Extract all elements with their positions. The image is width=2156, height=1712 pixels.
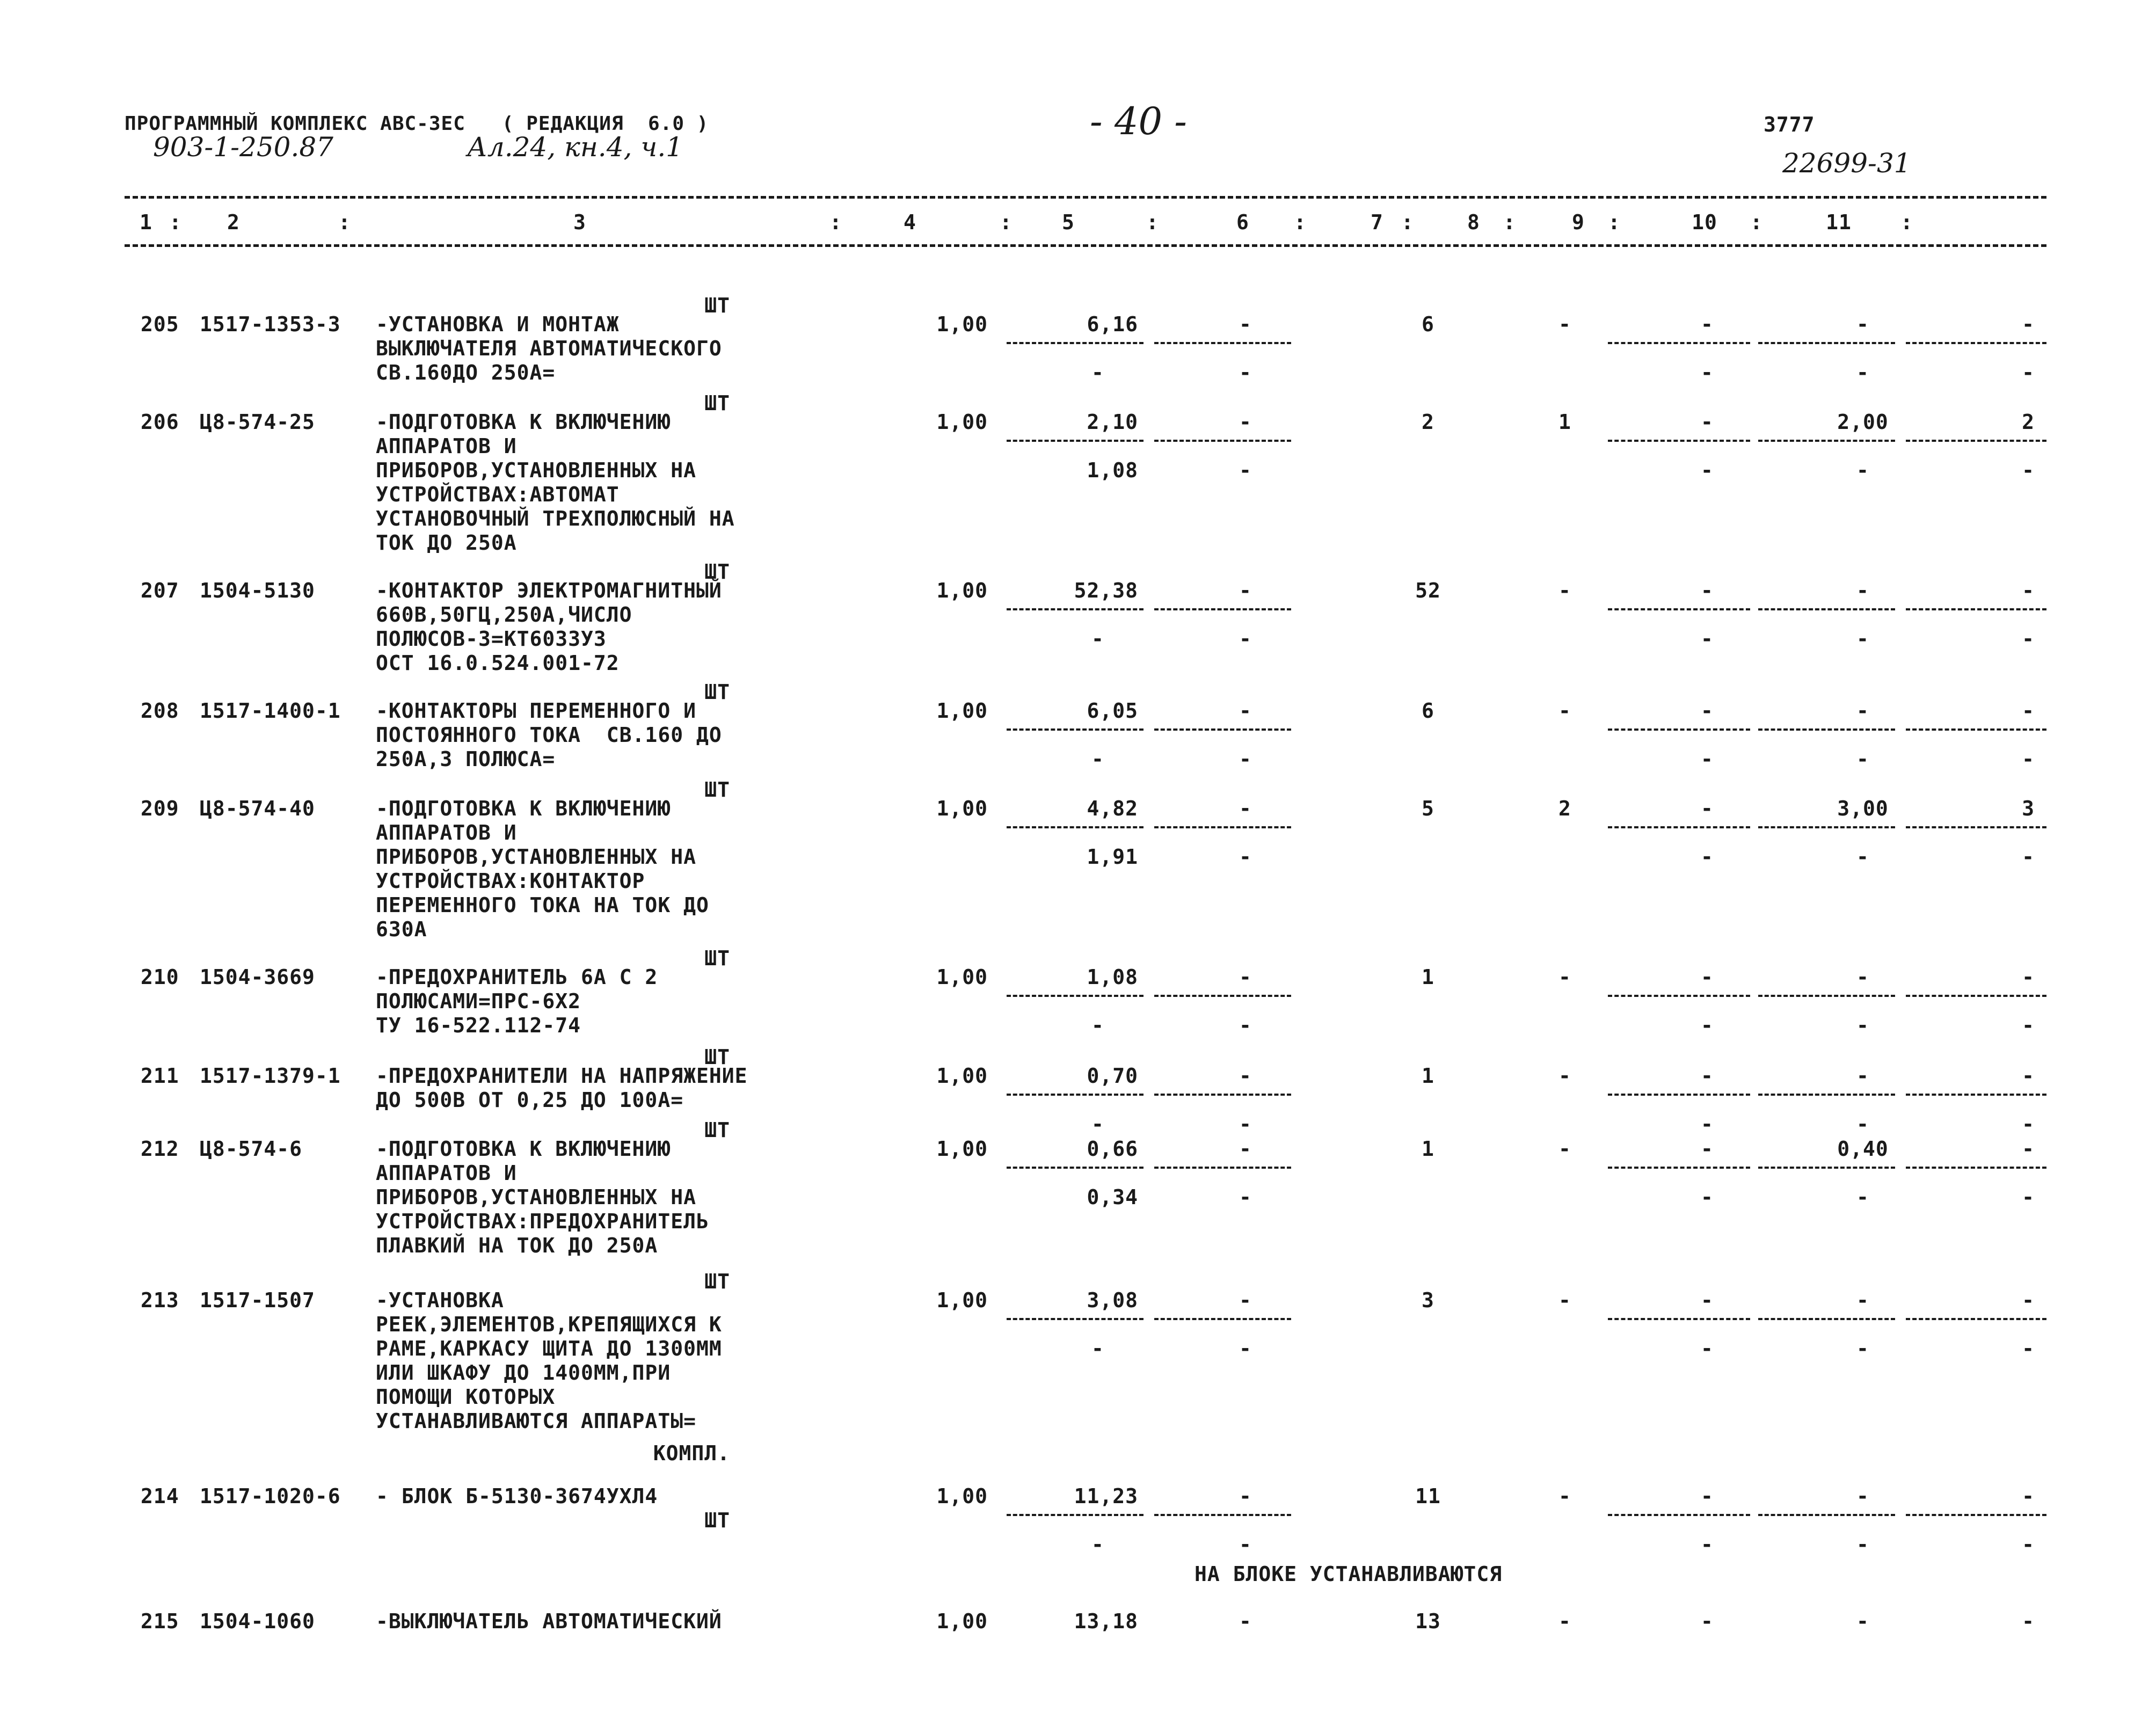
col8-value: 2 (1558, 797, 1571, 820)
item-description: ПЕРЕМЕННОГО ТОКА НА ТОК ДО (376, 893, 709, 917)
subtotal-rule (1154, 440, 1291, 442)
col11-sub-value: - (2022, 1337, 2035, 1360)
col9-value: - (1701, 579, 1714, 602)
subtotal-rule (1608, 1514, 1750, 1516)
col9-sub-value: - (1701, 1337, 1714, 1360)
col11-sub-value: - (2022, 1112, 2035, 1136)
col4-quantity: 1,00 (936, 1288, 988, 1312)
col8-value: - (1558, 699, 1571, 723)
col11-sub-value: - (2022, 458, 2035, 482)
subtotal-rule (1758, 342, 1895, 344)
col11-sub-value: - (2022, 627, 2035, 651)
item-code: 1504-3669 (200, 965, 315, 989)
subtotal-rule (1007, 995, 1143, 997)
subtotal-rule (1608, 342, 1750, 344)
col6-value: - (1239, 699, 1252, 723)
subtotal-rule (1154, 1318, 1291, 1320)
col9-value: - (1701, 797, 1714, 820)
unit-label: ШТ (704, 391, 730, 415)
col9-value: - (1701, 699, 1714, 723)
col10-sub-value: - (1856, 747, 1869, 771)
col10-sub-value: - (1856, 458, 1869, 482)
col7-value: 1 (1422, 965, 1434, 989)
col5-value: 2,10 (1087, 410, 1138, 434)
col6-value: - (1239, 312, 1252, 336)
col4-quantity: 1,00 (936, 797, 988, 820)
column-separator: : (1294, 210, 1307, 234)
item-description: УСТАНОВОЧНЫЙ ТРЕХПОЛЮСНЫЙ НА (376, 507, 735, 530)
subtotal-rule (1906, 342, 2046, 344)
row-number: 209 (141, 797, 179, 820)
col5-value: 6,05 (1087, 699, 1138, 723)
item-code: 1517-1400-1 (200, 699, 341, 723)
col5-sub-value: - (1091, 747, 1104, 771)
item-description: ПОМОЩИ КОТОРЫХ (376, 1385, 556, 1409)
column-separator: : (1401, 210, 1414, 234)
item-code: 1504-5130 (200, 579, 315, 602)
col7-value: 2 (1422, 410, 1434, 434)
subtotal-rule (1154, 995, 1291, 997)
unit-label: ШТ (704, 1509, 730, 1532)
col5-sub-value: 1,91 (1087, 845, 1138, 869)
col11-sub-value: - (2022, 361, 2035, 384)
col11-value: 3 (2022, 797, 2035, 820)
column-separator: : (1900, 210, 1913, 234)
col4-quantity: 1,00 (936, 1064, 988, 1088)
column-separator: : (338, 210, 351, 234)
col11-value: - (2022, 1137, 2035, 1161)
column-header-7: 7 (1371, 210, 1383, 234)
item-description: ПОСТОЯННОГО ТОКА СВ.160 ДО (376, 723, 722, 747)
col9-value: - (1701, 1484, 1714, 1508)
subtotal-rule (1154, 1167, 1291, 1169)
item-description: УСТАНАВЛИВАЮТСЯ АППАРАТЫ= (376, 1409, 696, 1433)
item-description: 630А (376, 917, 427, 941)
col11-sub-value: - (2022, 845, 2035, 869)
col8-value: - (1558, 1609, 1571, 1633)
col10-value: - (1856, 965, 1869, 989)
column-separator: : (1608, 210, 1621, 234)
col10-value: 0,40 (1837, 1137, 1889, 1161)
item-description: ТОК ДО 250А (376, 531, 517, 555)
col9-sub-value: - (1701, 1112, 1714, 1136)
item-description: УСТРОЙСТВАХ:КОНТАКТОР (376, 869, 645, 893)
unit-label: ШТ (704, 946, 730, 970)
col6-value: - (1239, 1137, 1252, 1161)
unit-label: ШТ (704, 778, 730, 802)
col10-sub-value: - (1856, 1185, 1869, 1209)
item-description: АППАРАТОВ И (376, 821, 517, 844)
col5-sub-value: - (1091, 627, 1104, 651)
column-separator: : (829, 210, 842, 234)
col6-sub-value: - (1239, 1014, 1252, 1037)
col5-value: 52,38 (1074, 579, 1138, 602)
item-description: ОСТ 16.0.524.001-72 (376, 651, 620, 675)
col6-sub-value: - (1239, 747, 1252, 771)
subtotal-rule (1758, 1094, 1895, 1096)
item-description: -КОНТАКТОР ЭЛЕКТРОМАГНИТНЫЙ (376, 579, 722, 602)
col5-sub-value: - (1091, 1337, 1104, 1360)
unit-label: ШТ (704, 1270, 730, 1293)
item-code: 1517-1353-3 (200, 312, 341, 336)
handwritten-volume-ref: Ал.24, кн.4, ч.1 (467, 132, 683, 163)
subtotal-rule (1154, 342, 1291, 344)
item-description: ПОЛЮСОВ-3=КТ6033У3 (376, 627, 607, 651)
col11-value: - (2022, 579, 2035, 602)
item-code: 1517-1379-1 (200, 1064, 341, 1088)
col9-sub-value: - (1701, 1185, 1714, 1209)
subtotal-rule (1608, 1167, 1750, 1169)
col8-value: - (1558, 1484, 1571, 1508)
subtotal-rule (1154, 1094, 1291, 1096)
col9-sub-value: - (1701, 747, 1714, 771)
col6-sub-value: - (1239, 1533, 1252, 1556)
subtotal-rule (1007, 1514, 1143, 1516)
col6-value: - (1239, 797, 1252, 820)
col5-value: 4,82 (1087, 797, 1138, 820)
col10-sub-value: - (1856, 845, 1869, 869)
unit-label: ШТ (704, 294, 730, 317)
page-number: - 40 - (1090, 99, 1187, 143)
subtotal-rule (1007, 826, 1143, 828)
col6-sub-value: - (1239, 458, 1252, 482)
subtotal-rule (1906, 995, 2046, 997)
item-description: СВ.160ДО 250А= (376, 361, 556, 384)
subtotal-rule (1758, 826, 1895, 828)
col11-sub-value: - (2022, 1185, 2035, 1209)
col6-value: - (1239, 965, 1252, 989)
item-description: ПРИБОРОВ,УСТАНОВЛЕННЫХ НА (376, 458, 696, 482)
col9-sub-value: - (1701, 458, 1714, 482)
row-number: 213 (141, 1288, 179, 1312)
item-description: ПРИБОРОВ,УСТАНОВЛЕННЫХ НА (376, 845, 696, 869)
col5-value: 1,08 (1087, 965, 1138, 989)
col10-value: - (1856, 1609, 1869, 1633)
item-description: -УСТАНОВКА (376, 1288, 504, 1312)
col8-value: - (1558, 965, 1571, 989)
column-separator: : (1503, 210, 1516, 234)
col5-value: 3,08 (1087, 1288, 1138, 1312)
col8-value: - (1558, 1288, 1571, 1312)
col9-value: - (1701, 410, 1714, 434)
item-description: -ПОДГОТОВКА К ВКЛЮЧЕНИЮ (376, 797, 671, 820)
col9-value: - (1701, 312, 1714, 336)
col5-sub-value: 1,08 (1087, 458, 1138, 482)
col5-value: 6,16 (1087, 312, 1138, 336)
subtotal-rule (1154, 1514, 1291, 1516)
subtotal-rule (1758, 440, 1895, 442)
subtotal-rule (1758, 1514, 1895, 1516)
subtotal-rule (1154, 826, 1291, 828)
col10-sub-value: - (1856, 1014, 1869, 1037)
column-header-6: 6 (1236, 210, 1249, 234)
handwritten-sheet-code: 22699-31 (1782, 148, 1911, 179)
item-description: АППАРАТОВ И (376, 1161, 517, 1185)
subtotal-rule (1758, 1318, 1895, 1320)
subtotal-rule (1608, 826, 1750, 828)
col9-value: - (1701, 1288, 1714, 1312)
header-rule-bottom (125, 244, 2046, 247)
item-description: 250А,3 ПОЛЮСА= (376, 747, 556, 771)
col9-sub-value: - (1701, 627, 1714, 651)
subtotal-rule (1608, 728, 1750, 731)
subtotal-rule (1007, 728, 1143, 731)
column-header-10: 10 (1692, 210, 1717, 234)
col11-value: - (2022, 1484, 2035, 1508)
item-description: ПРИБОРОВ,УСТАНОВЛЕННЫХ НА (376, 1185, 696, 1209)
col7-value: 13 (1415, 1609, 1441, 1633)
col11-sub-value: - (2022, 1014, 2035, 1037)
column-separator: : (1000, 210, 1013, 234)
col4-quantity: 1,00 (936, 1137, 988, 1161)
col4-quantity: 1,00 (936, 579, 988, 602)
item-code: 1517-1020-6 (200, 1484, 341, 1508)
col5-sub-value: - (1091, 1112, 1104, 1136)
col8-value: - (1558, 312, 1571, 336)
col6-sub-value: - (1239, 361, 1252, 384)
col10-sub-value: - (1856, 1337, 1869, 1360)
col6-sub-value: - (1239, 1337, 1252, 1360)
col6-sub-value: - (1239, 627, 1252, 651)
item-description: ТУ 16-522.112-74 (376, 1014, 581, 1037)
row-number: 215 (141, 1609, 179, 1633)
col4-quantity: 1,00 (936, 1484, 988, 1508)
item-description: -ПРЕДОХРАНИТЕЛЬ 6А С 2 (376, 965, 658, 989)
unit-label: ШТ (704, 1045, 730, 1069)
col4-quantity: 1,00 (936, 965, 988, 989)
row-number: 214 (141, 1484, 179, 1508)
col11-value: - (2022, 312, 2035, 336)
column-header-8: 8 (1467, 210, 1480, 234)
item-description: -ВЫКЛЮЧАТЕЛЬ АВТОМАТИЧЕСКИЙ (376, 1609, 722, 1633)
col7-value: 52 (1415, 579, 1441, 602)
col11-value: - (2022, 699, 2035, 723)
unit-label: КОМПЛ. (653, 1441, 730, 1465)
col9-sub-value: - (1701, 361, 1714, 384)
subtotal-rule (1758, 608, 1895, 610)
item-description: -УСТАНОВКА И МОНТАЖ (376, 312, 620, 336)
column-header-3: 3 (573, 210, 586, 234)
col10-value: - (1856, 312, 1869, 336)
subtotal-rule (1608, 995, 1750, 997)
column-header-4: 4 (904, 210, 916, 234)
col9-value: - (1701, 1609, 1714, 1633)
item-description: УСТРОЙСТВАХ:АВТОМАТ (376, 483, 620, 506)
col5-sub-value: 0,34 (1087, 1185, 1138, 1209)
unit-label: ШТ (704, 680, 730, 704)
subtotal-rule (1608, 608, 1750, 610)
item-code: Ц8-574-40 (200, 797, 315, 820)
item-description: ИЛИ ШКАФУ ДО 1400ММ,ПРИ (376, 1361, 671, 1385)
col5-sub-value: - (1091, 1014, 1104, 1037)
col11-value: - (2022, 1288, 2035, 1312)
col8-value: - (1558, 579, 1571, 602)
col5-sub-value: - (1091, 361, 1104, 384)
col11-sub-value: - (2022, 747, 2035, 771)
subtotal-rule (1906, 1318, 2046, 1320)
col9-value: - (1701, 1064, 1714, 1088)
col7-value: 3 (1422, 1288, 1434, 1312)
col11-sub-value: - (2022, 1533, 2035, 1556)
item-code: Ц8-574-6 (200, 1137, 303, 1161)
row-number: 206 (141, 410, 179, 434)
subtotal-rule (1154, 728, 1291, 731)
column-header-1: 1 (140, 210, 152, 234)
col10-sub-value: - (1856, 361, 1869, 384)
subtotal-rule (1007, 1094, 1143, 1096)
item-description: РАМЕ,КАРКАСУ ЩИТА ДО 1300ММ (376, 1337, 722, 1360)
item-description: -ПОДГОТОВКА К ВКЛЮЧЕНИЮ (376, 410, 671, 434)
item-code: Ц8-574-25 (200, 410, 315, 434)
subtotal-rule (1608, 1094, 1750, 1096)
column-separator: : (169, 210, 182, 234)
item-description: АППАРАТОВ И (376, 434, 517, 458)
col6-value: - (1239, 1064, 1252, 1088)
col10-value: - (1856, 1484, 1869, 1508)
subtotal-rule (1758, 728, 1895, 731)
subtotal-rule (1007, 608, 1143, 610)
col5-value: 0,66 (1087, 1137, 1138, 1161)
col10-value: - (1856, 1288, 1869, 1312)
unit-label: ШТ (704, 1118, 730, 1142)
col9-sub-value: - (1701, 845, 1714, 869)
col5-value: 0,70 (1087, 1064, 1138, 1088)
col5-value: 13,18 (1074, 1609, 1138, 1633)
item-description: ПОЛЮСАМИ=ПРС-6Х2 (376, 989, 581, 1013)
col5-value: 11,23 (1074, 1484, 1138, 1508)
item-description: 660В,50ГЦ,250А,ЧИСЛО (376, 603, 632, 626)
subtotal-rule (1007, 1318, 1143, 1320)
col6-value: - (1239, 1609, 1252, 1633)
item-code: 1504-1060 (200, 1609, 315, 1633)
item-description: -КОНТАКТОРЫ ПЕРЕМЕННОГО И (376, 699, 696, 723)
col10-sub-value: - (1856, 627, 1869, 651)
column-header-11: 11 (1826, 210, 1852, 234)
col10-value: - (1856, 579, 1869, 602)
col7-value: 6 (1422, 699, 1434, 723)
column-header-2: 2 (227, 210, 240, 234)
subtotal-rule (1758, 1167, 1895, 1169)
subtotal-rule (1906, 728, 2046, 731)
col7-value: 5 (1422, 797, 1434, 820)
col4-quantity: 1,00 (936, 410, 988, 434)
column-header-9: 9 (1572, 210, 1585, 234)
col6-value: - (1239, 1288, 1252, 1312)
col10-value: 3,00 (1837, 797, 1889, 820)
item-description: ДО 500В ОТ 0,25 ДО 100А= (376, 1088, 684, 1112)
subtotal-rule (1906, 1094, 2046, 1096)
col7-value: 1 (1422, 1137, 1434, 1161)
col10-sub-value: - (1856, 1112, 1869, 1136)
col7-value: 6 (1422, 312, 1434, 336)
subtotal-rule (1906, 608, 2046, 610)
col5-sub-value: - (1091, 1533, 1104, 1556)
col8-value: - (1558, 1064, 1571, 1088)
col10-value: 2,00 (1837, 410, 1889, 434)
row-number: 207 (141, 579, 179, 602)
item-description: ПЛАВКИЙ НА ТОК ДО 250А (376, 1234, 658, 1257)
subtotal-rule (1007, 342, 1143, 344)
program-title: ПРОГРАММНЫЙ КОМПЛЕКС АВС-3ЕС ( РЕДАКЦИЯ 6.0 ) (125, 113, 709, 135)
col6-sub-value: - (1239, 845, 1252, 869)
item-description: ВЫКЛЮЧАТЕЛЯ АВТОМАТИЧЕСКОГО (376, 337, 722, 360)
row-number: 205 (141, 312, 179, 336)
subtotal-rule (1154, 608, 1291, 610)
col6-value: - (1239, 1484, 1252, 1508)
row-number: 212 (141, 1137, 179, 1161)
subtotal-rule (1906, 826, 2046, 828)
subtotal-rule (1007, 1167, 1143, 1169)
col4-quantity: 1,00 (936, 1609, 988, 1633)
row-number: 211 (141, 1064, 179, 1088)
item-description: -ПОДГОТОВКА К ВКЛЮЧЕНИЮ (376, 1137, 671, 1161)
col10-value: - (1856, 699, 1869, 723)
col6-sub-value: - (1239, 1185, 1252, 1209)
col11-value: - (2022, 965, 2035, 989)
col10-sub-value: - (1856, 1533, 1869, 1556)
col11-value: 2 (2022, 410, 2035, 434)
subtotal-rule (1906, 440, 2046, 442)
header-rule-top (125, 196, 2046, 199)
row-number: 208 (141, 699, 179, 723)
col7-value: 1 (1422, 1064, 1434, 1088)
row-number: 210 (141, 965, 179, 989)
subtotal-rule (1608, 1318, 1750, 1320)
item-description: -ПРЕДОХРАНИТЕЛИ НА НАПРЯЖЕНИЕ (376, 1064, 748, 1088)
block-note: НА БЛОКЕ УСТАНАВЛИВАЮТСЯ (1194, 1562, 1503, 1586)
item-description: РЕЕК,ЭЛЕМЕНТОВ,КРЕПЯЩИХСЯ К (376, 1313, 722, 1336)
subtotal-rule (1906, 1514, 2046, 1516)
item-description: УСТРОЙСТВАХ:ПРЕДОХРАНИТЕЛЬ (376, 1210, 709, 1233)
column-separator: : (1750, 210, 1763, 234)
subtotal-rule (1608, 440, 1750, 442)
item-description: - БЛОК Б-5130-3674УХЛ4 (376, 1484, 658, 1508)
item-code: 1517-1507 (200, 1288, 315, 1312)
col4-quantity: 1,00 (936, 699, 988, 723)
col6-value: - (1239, 410, 1252, 434)
subtotal-rule (1906, 1167, 2046, 1169)
column-header-5: 5 (1062, 210, 1075, 234)
col11-value: - (2022, 1609, 2035, 1633)
document-code: 3777 (1764, 113, 1815, 136)
handwritten-project-code: 903-1-250.87 (153, 132, 333, 163)
column-separator: : (1146, 210, 1159, 234)
col10-value: - (1856, 1064, 1869, 1088)
col4-quantity: 1,00 (936, 312, 988, 336)
subtotal-rule (1758, 995, 1895, 997)
col9-sub-value: - (1701, 1533, 1714, 1556)
subtotal-rule (1007, 440, 1143, 442)
col8-value: 1 (1558, 410, 1571, 434)
col7-value: 11 (1415, 1484, 1441, 1508)
unit-label: ШТ (704, 560, 730, 584)
col6-value: - (1239, 579, 1252, 602)
col6-sub-value: - (1239, 1112, 1252, 1136)
col9-value: - (1701, 965, 1714, 989)
col11-value: - (2022, 1064, 2035, 1088)
col9-sub-value: - (1701, 1014, 1714, 1037)
col8-value: - (1558, 1137, 1571, 1161)
col9-value: - (1701, 1137, 1714, 1161)
